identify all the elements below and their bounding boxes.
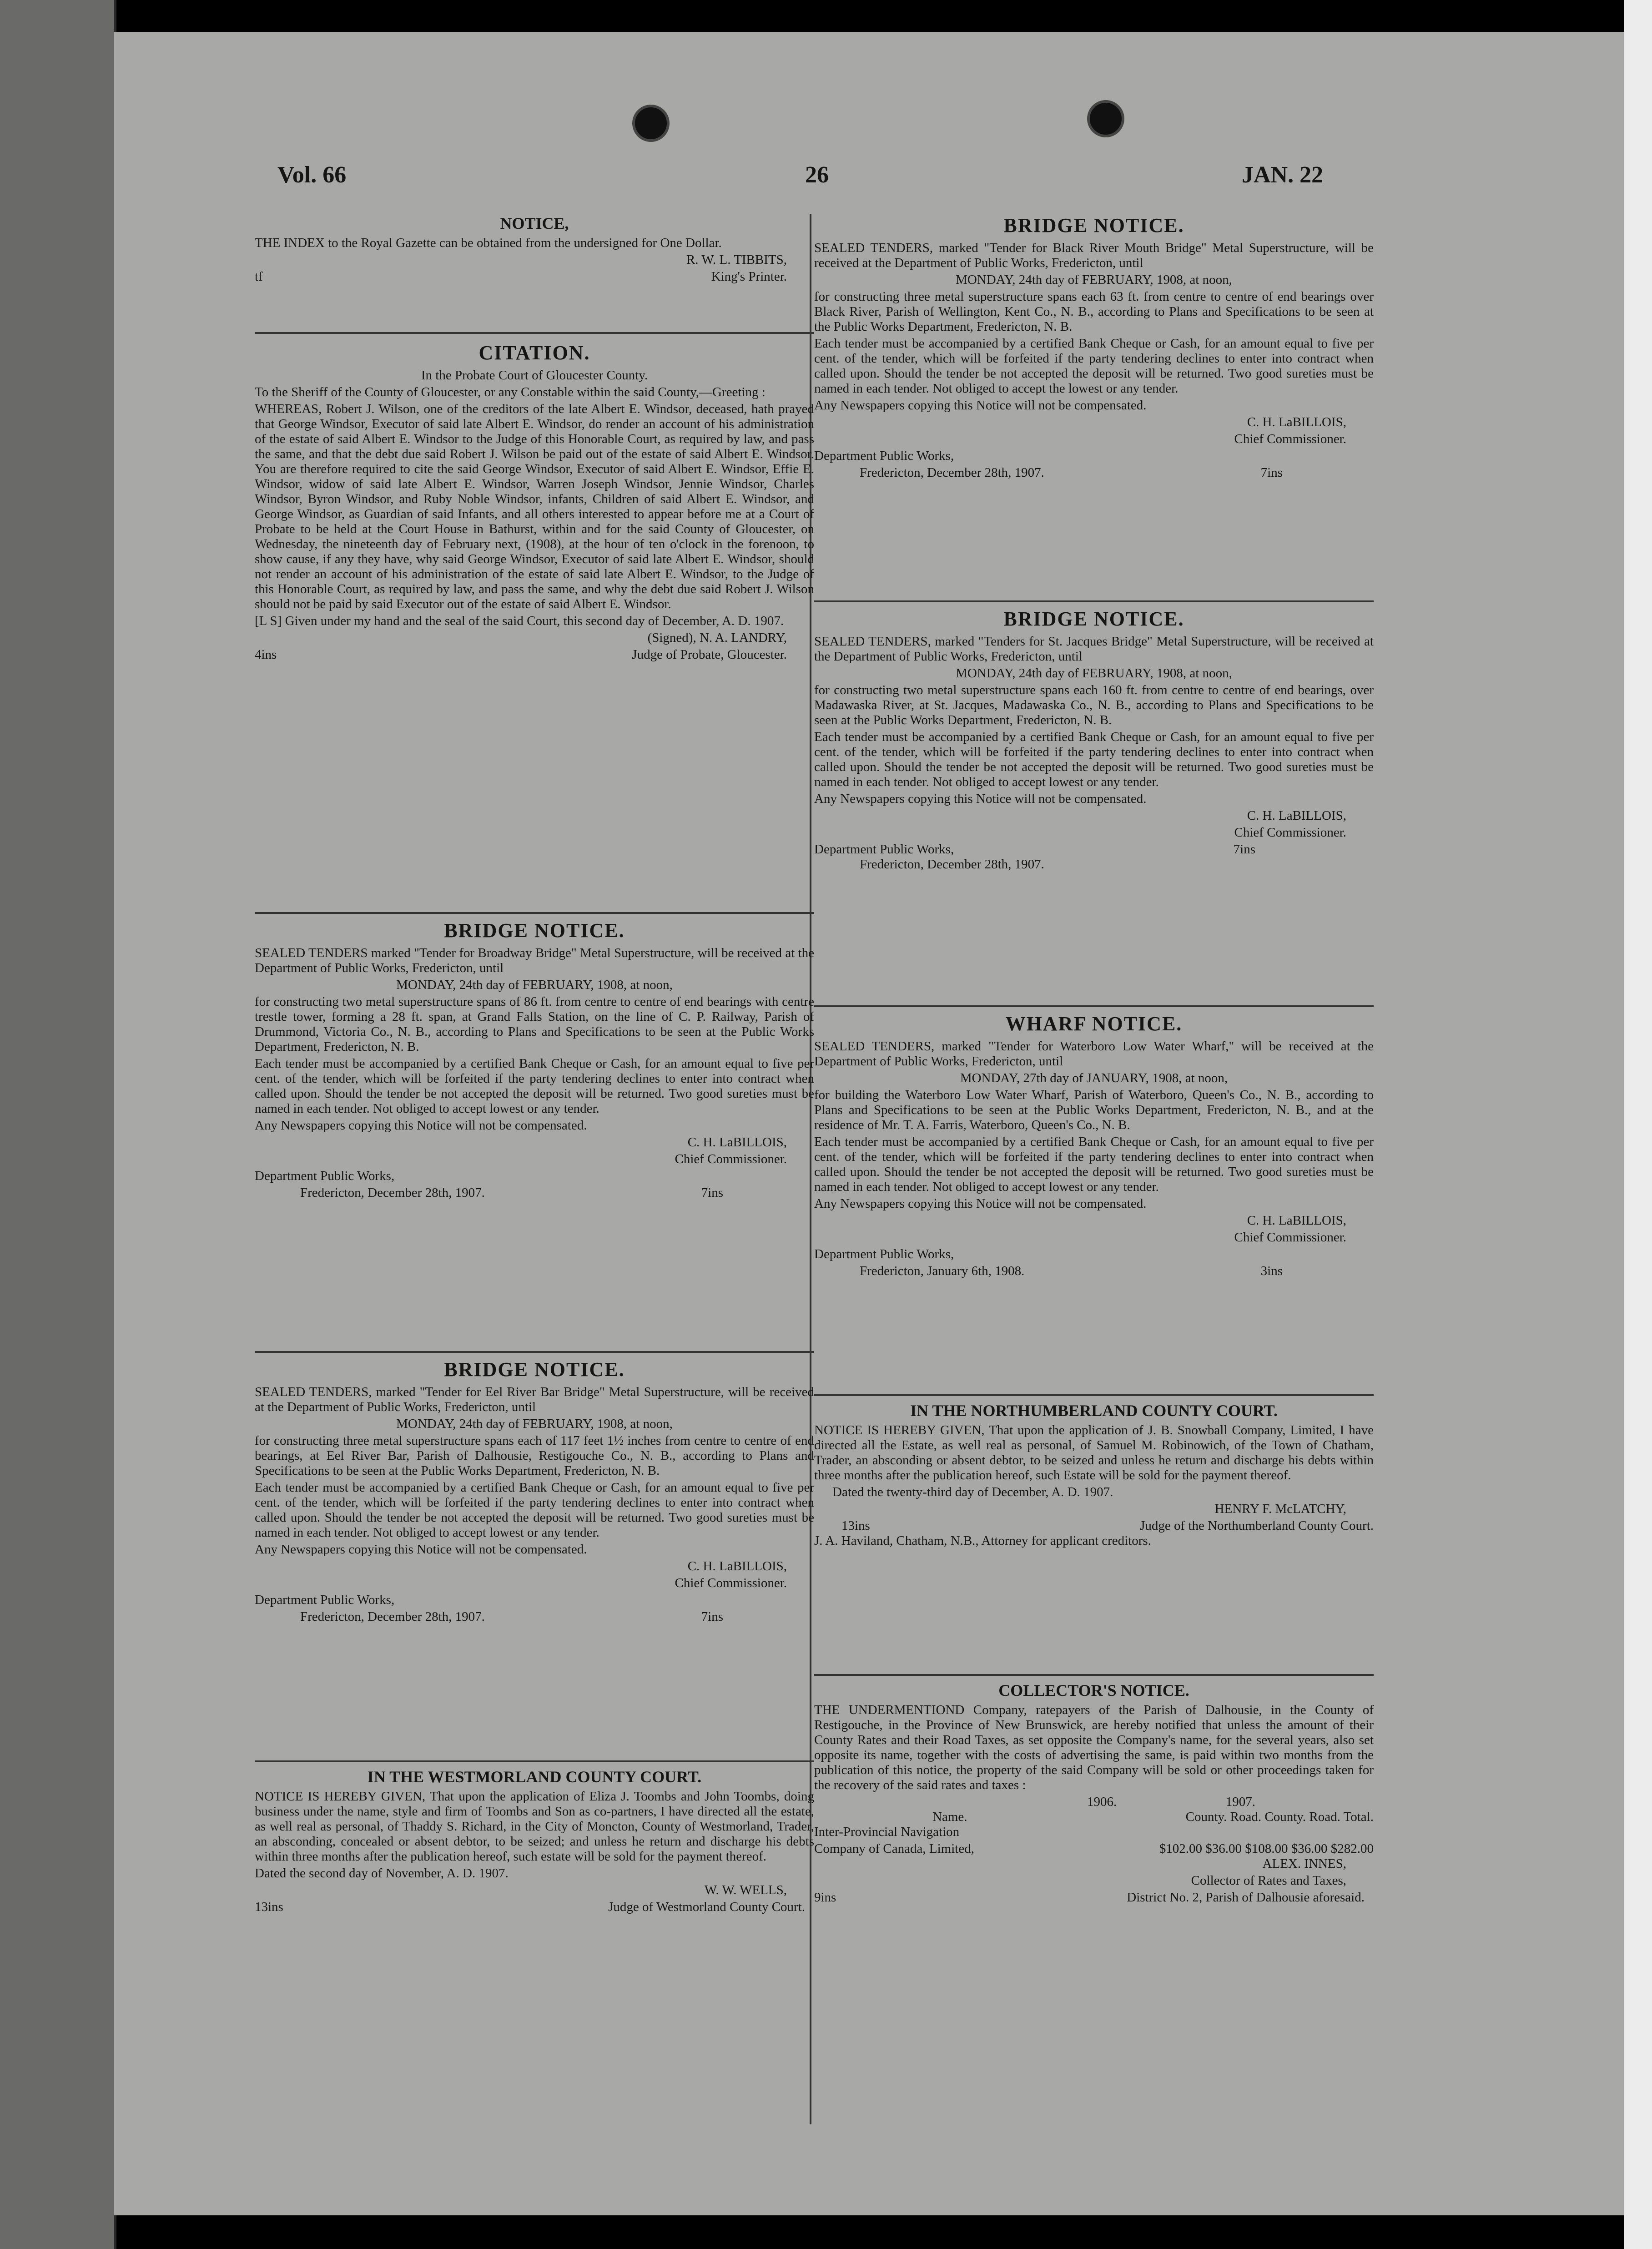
notice-body: THE INDEX to the Royal Gazette can be obtained from the undersigned for One Dollar. xyxy=(255,236,722,250)
index-notice xyxy=(255,214,814,328)
left-column xyxy=(255,214,814,2124)
scan-margin-strip xyxy=(1624,0,1652,2249)
attorney-line: J. A. Haviland, Chatham, N.B., Attorney for applicant creditors. xyxy=(814,1533,1151,1548)
issue-date: JAN. 22 xyxy=(1242,162,1324,188)
previous-page-edge xyxy=(0,0,116,2249)
binding-hole xyxy=(632,105,670,142)
section-rule xyxy=(255,912,814,914)
collectors-notice xyxy=(814,1681,1374,1999)
notice-papers: Any Newspapers copying this Notice will not be compensated. xyxy=(814,1196,1147,1211)
notice-body: NOTICE IS HEREBY GIVEN, That upon the application of J. B. Snowball Company, Limited, I have directed all the Estate, as well real as personal, of Samuel M. Robinowich, of the Town of Chatham, Trader, an absconding or absent debtor, to be seized and unless he return and discharge his debts within three months after the publication hereof, such Estate will be sold for the payment thereof. xyxy=(814,1423,1374,1483)
rates-table xyxy=(814,1795,1374,1856)
notice-title: BRIDGE NOTICE. xyxy=(1003,608,1184,630)
notice-papers: Any Newspapers copying this Notice will not be compensated. xyxy=(814,398,1147,413)
signer-role: Judge of Probate, Gloucester. xyxy=(632,647,787,662)
notice-body: for constructing three metal superstructure spans each of 117 feet 1½ inches from centre to centre of end bearings, at Eel River Bar, Parish of Dalhousie, Restigouche Co., N. B., according to Plans and Specifications to be seen at the Public Works Department, Fredericton, N. B. xyxy=(255,1433,814,1478)
insertion-tag: 7ins xyxy=(701,1609,723,1624)
binding-hole xyxy=(1087,100,1124,137)
signer-role: Collector of Rates and Taxes, xyxy=(1191,1873,1346,1888)
notice-dept: Department Public Works, xyxy=(255,1169,395,1183)
notice-body: for constructing two metal superstructure spans each 160 ft. from centre to centre of end bearings, over Madawaska River, at St. Jacques, Madawaska Co., N. B., according to Plans and Specifications to be seen at the Public Works Department, Fredericton, N. B. xyxy=(814,683,1374,727)
notice-papers: Any Newspapers copying this Notice will not be compensated. xyxy=(814,792,1147,806)
notice-intro: SEALED TENDERS, marked "Tender for Waterboro Low Water Wharf," will be received at the Department of Public Works, Fredericton, until xyxy=(814,1039,1374,1069)
citation-signed: (Signed), N. A. LANDRY, xyxy=(647,630,787,645)
notice-body: NOTICE IS HEREBY GIVEN, That upon the application of Eliza J. Toombs and John Toombs, doing business under the name, style and firm of Toombs and Son as co-partners, I have directed all the estate, as well real as personal, of Thaddy S. Richard, in the City of Moncton, County of Westmorland, Trader, an absconding, concealed or absent debtor, to be seized; and unless he return and discharge his debts within three months after the publication hereof, such estate will be sold for the payment thereof. xyxy=(255,1789,814,1864)
notice-terms: Each tender must be accompanied by a certified Bank Cheque or Cash, for an amount equal to five per cent. of the tender, which will be forfeited if the party tendering declines to enter into contract when called upon. Should the tender be not accepted the deposit will be returned. Two good sureties must be named in each tender. Not obliged to accept lowest or any tender. xyxy=(255,1480,814,1540)
section-rule xyxy=(814,1005,1374,1007)
broadway-bridge-notice xyxy=(255,919,814,1346)
notice-dept: Department Public Works, xyxy=(814,1247,954,1261)
notice-dept: Department Public Works, xyxy=(814,842,954,857)
notice-title: COLLECTOR'S NOTICE. xyxy=(998,1681,1189,1699)
notice-signer: C. H. LaBILLOIS, xyxy=(1247,808,1346,823)
company-name-line2: Company of Canada, Limited, xyxy=(814,1841,974,1856)
signer-role: Chief Commissioner. xyxy=(1234,432,1346,446)
year-1906: 1906. xyxy=(1087,1795,1117,1809)
year-1907: 1907. xyxy=(1225,1795,1255,1809)
citation-notice xyxy=(255,341,814,905)
citation-given: [L S] Given under my hand and the seal of the said Court, this second day of December, A. D. 1907. xyxy=(255,614,784,628)
insertion-tag: tf xyxy=(255,269,263,284)
volume-label: Vol. 66 xyxy=(277,162,347,188)
court-name: In the Probate Court of Gloucester County. xyxy=(421,368,648,383)
notice-title: BRIDGE NOTICE. xyxy=(444,1358,625,1381)
page-header xyxy=(168,161,1369,198)
black-river-bridge-notice xyxy=(814,214,1374,596)
section-rule xyxy=(255,1351,814,1353)
signer-role: Chief Commissioner. xyxy=(1234,1230,1346,1245)
section-rule xyxy=(814,1674,1374,1676)
notice-dept: Department Public Works, xyxy=(814,449,954,463)
notice-deadline: MONDAY, 24th day of FEBRUARY, 1908, at noon, xyxy=(396,978,673,992)
notice-title: BRIDGE NOTICE. xyxy=(444,919,625,942)
column-name: Name. xyxy=(932,1810,967,1824)
insertion-tag: 13ins xyxy=(255,1900,283,1914)
notice-title: IN THE WESTMORLAND COUNTY COURT. xyxy=(367,1768,702,1786)
notice-signer: C. H. LaBILLOIS, xyxy=(687,1559,787,1573)
notice-date: Fredericton, January 6th, 1908. xyxy=(860,1264,1025,1278)
notice-signer: ALEX. INNES, xyxy=(1262,1856,1346,1871)
signer-role: Judge of Westmorland County Court. xyxy=(608,1900,805,1914)
northumberland-court-notice xyxy=(814,1401,1374,1669)
notice-date: Fredericton, December 28th, 1907. xyxy=(300,1609,485,1624)
notice-intro: SEALED TENDERS, marked "Tender for Black River Mouth Bridge" Metal Superstructure, will be received at the Department of Public Works, Fredericton, until xyxy=(814,241,1374,270)
notice-papers: Any Newspapers copying this Notice will not be compensated. xyxy=(255,1118,587,1133)
signer-role: Chief Commissioner. xyxy=(675,1152,787,1166)
notice-title: NOTICE, xyxy=(500,214,569,232)
page-number: 26 xyxy=(805,162,829,188)
citation-body: WHEREAS, Robert J. Wilson, one of the creditors of the late Albert E. Windsor, deceased, hath prayed that George Windsor, Executor of said late Albert E. Windsor, do render an account of his administration of the estate of said Albert E. Windsor to the Judge of this Honorable Court, as required by law, and pass the same, and that the debt due said Robert J. Wilson be paid out of the estate of said Albert E. Windsor. You are therefore required to cite the said George Windsor, Executor of said Albert E. Windsor, Effie E. Windsor, widow of said late Albert E. Windsor, Warren Joseph Windsor, Jennie Windsor, Charles Windsor, Byron Windsor, and Ruby Noble Windsor, infants, Children of said Albert E. Windsor, and George Windsor, as Guardian of said Infants, and all others interested to appear before me at a Court of Probate to be held at the Court House in Bathurst, within and for the said County of Gloucester, on Wednesday, the nineteenth day of February next, (1908), at the hour of ten o'clock in the forenoon, to show cause, if any they have, why said George Windsor, Executor of said late Albert E. Windsor, should not render an account of his administration of the estate of said late Albert E. Windsor, to the Judge of this Honorable Court, as required by law, and pass the same, and why the debt due said Robert J. Wilson should not be paid by said Executor out of the estate of said Albert E. Windsor. xyxy=(255,402,814,611)
notice-body: for constructing two metal superstructure spans of 86 ft. from centre to centre of end bearings with centre trestle tower, forming a 28 ft. span, at Grand Falls Station, on the line of C. P. Railway, Parish of Drummond, Victoria Co., N. B., according to Plans and Specifications to be seen at the Public Works Department, Fredericton, N. B. xyxy=(255,994,814,1054)
notice-signer: C. H. LaBILLOIS, xyxy=(1247,1213,1346,1228)
notice-papers: Any Newspapers copying this Notice will not be compensated. xyxy=(255,1542,587,1557)
notice-signer: W. W. WELLS, xyxy=(704,1883,787,1897)
wharf-notice xyxy=(814,1012,1374,1390)
citation-address: To the Sheriff of the County of Gloucester, or any Constable within the said County,—Greeting : xyxy=(255,385,766,399)
section-rule xyxy=(255,1760,814,1762)
notice-dept: Department Public Works, xyxy=(255,1593,395,1607)
st-jacques-bridge-notice xyxy=(814,607,1374,998)
notice-title: BRIDGE NOTICE. xyxy=(1003,214,1184,237)
notice-title: IN THE NORTHUMBERLAND COUNTY COURT. xyxy=(910,1402,1278,1420)
insertion-tag: 7ins xyxy=(1233,842,1255,857)
westmorland-court-notice xyxy=(255,1767,814,2022)
insertion-tag: 13ins xyxy=(841,1518,870,1533)
notice-date: Fredericton, December 28th, 1907. xyxy=(300,1185,485,1200)
notice-intro: SEALED TENDERS, marked "Tenders for St. Jacques Bridge" Metal Superstructure, will be received at the Department of Public Works, Fredericton, until xyxy=(814,634,1374,664)
notice-date: Fredericton, December 28th, 1907. xyxy=(860,465,1044,480)
notice-deadline: MONDAY, 24th day of FEBRUARY, 1908, at noon, xyxy=(956,666,1232,681)
section-rule xyxy=(814,1394,1374,1396)
rate-amounts: $102.00 $36.00 $108.00 $36.00 $282.00 xyxy=(1159,1841,1374,1856)
notice-body: for constructing three metal superstructure spans each 63 ft. from centre to centre of end bearings over Black River, Parish of Wellington, Kent Co., N. B., according to Plans and Specifications to be seen at the Public Works Department, Fredericton, N. B. xyxy=(814,289,1374,334)
insertion-tag: 4ins xyxy=(255,647,277,662)
notice-deadline: MONDAY, 27th day of JANUARY, 1908, at noon, xyxy=(960,1071,1228,1085)
insertion-tag: 7ins xyxy=(1260,465,1283,480)
notice-body: for building the Waterboro Low Water Wharf, Parish of Waterboro, Queen's Co., N. B., according to Plans and Specifications to be seen at the Public Works Department, Fredericton, N. B., and at the residence of Mr. T. A. Farris, Waterboro, Queen's Co., N. B. xyxy=(814,1088,1374,1132)
right-column xyxy=(814,214,1374,2124)
notice-signer: HENRY F. McLATCHY, xyxy=(1214,1502,1346,1516)
notice-dated: Dated the twenty-third day of December, A. D. 1907. xyxy=(832,1485,1113,1499)
notice-deadline: MONDAY, 24th day of FEBRUARY, 1908, at noon, xyxy=(956,272,1232,287)
notice-signer: C. H. LaBILLOIS, xyxy=(1247,415,1346,429)
signer-role: Chief Commissioner. xyxy=(675,1576,787,1590)
notice-title: WHARF NOTICE. xyxy=(1005,1013,1183,1035)
insertion-tag: 7ins xyxy=(701,1185,723,1200)
notice-terms: Each tender must be accompanied by a certified Bank Cheque or Cash, for an amount equal to five per cent. of the tender, which will be forfeited if the party tendering declines to enter into contract when called upon. Should the tender be not accepted the deposit will be returned. Two good sureties must be named in each tender. Not obliged to accept lowest or any tender. xyxy=(814,730,1374,789)
notice-title: CITATION. xyxy=(478,342,590,364)
notice-terms: Each tender must be accompanied by a certified Bank Cheque or Cash, for an amount equal to five per cent. of the tender, which will be forfeited if the party tendering declines to enter into contract when called upon. Should the tender be not accepted the deposit will be returned. Two good sureties must be named in each tender. Not obliged to accept lowest or any tender. xyxy=(255,1056,814,1116)
notice-signer: C. H. LaBILLOIS, xyxy=(687,1135,787,1150)
notice-terms: Each tender must be accompanied by a certified Bank Cheque or Cash, for an amount equal to five per cent. of the tender, which will be forfeited if the party tendering declines to enter into contract when called upon. Should the tender be not accepted the deposit will be returned. Two good sureties must be named in each tender. Not obliged to accept the lowest or any tender. xyxy=(814,336,1374,396)
signer-role: King's Printer. xyxy=(711,269,787,284)
notice-date: Fredericton, December 28th, 1907. xyxy=(860,857,1044,872)
signer-role: Chief Commissioner. xyxy=(1234,825,1346,840)
notice-dated: Dated the second day of November, A. D. 1907. xyxy=(255,1866,509,1881)
column-heads: County. Road. County. Road. Total. xyxy=(1185,1810,1374,1824)
insertion-tag: 9ins xyxy=(814,1890,836,1905)
company-name-line1: Inter-Provincial Navigation xyxy=(814,1825,960,1839)
notice-signer: R. W. L. TIBBITS, xyxy=(686,252,787,267)
section-rule xyxy=(255,332,814,334)
notice-intro: SEALED TENDERS marked "Tender for Broadway Bridge" Metal Superstructure, will be received at the Department of Public Works, Fredericton, until xyxy=(255,946,814,975)
section-rule xyxy=(814,600,1374,602)
notice-terms: Each tender must be accompanied by a certified Bank Cheque or Cash, for an amount equal to five per cent. of the tender, which will be forfeited if the party tendering declines to enter into contract when called upon. Should the tender be not accepted the deposit will be returned. Two good sureties must be named in each tender. Not obliged to accept lowest or any tender. xyxy=(814,1135,1374,1194)
notice-intro: SEALED TENDERS, marked "Tender for Eel River Bar Bridge" Metal Superstructure, will be received at the Department of Public Works, Fredericton, until xyxy=(255,1385,814,1414)
district-line: District No. 2, Parish of Dalhousie aforesaid. xyxy=(1127,1890,1365,1905)
notice-body: THE UNDERMENTIOND Company, ratepayers of the Parish of Dalhousie, in the County of Restigouche, in the Province of New Brunswick, are hereby notified that unless the amount of their County Rates and their Road Taxes, as set opposite the Company's name, for the several years, also set opposite its name, together with the costs of advertising the same, is paid within two months from the publication of this notice, the property of the said Company will be sold or other proceedings taken for the recovery of the said rates and taxes : xyxy=(814,1703,1374,1792)
signer-role: Judge of the Northumberland County Court. xyxy=(1140,1518,1374,1533)
notice-deadline: MONDAY, 24th day of FEBRUARY, 1908, at noon, xyxy=(396,1417,673,1431)
eel-river-bridge-notice xyxy=(255,1358,814,1754)
insertion-tag: 3ins xyxy=(1260,1264,1283,1278)
